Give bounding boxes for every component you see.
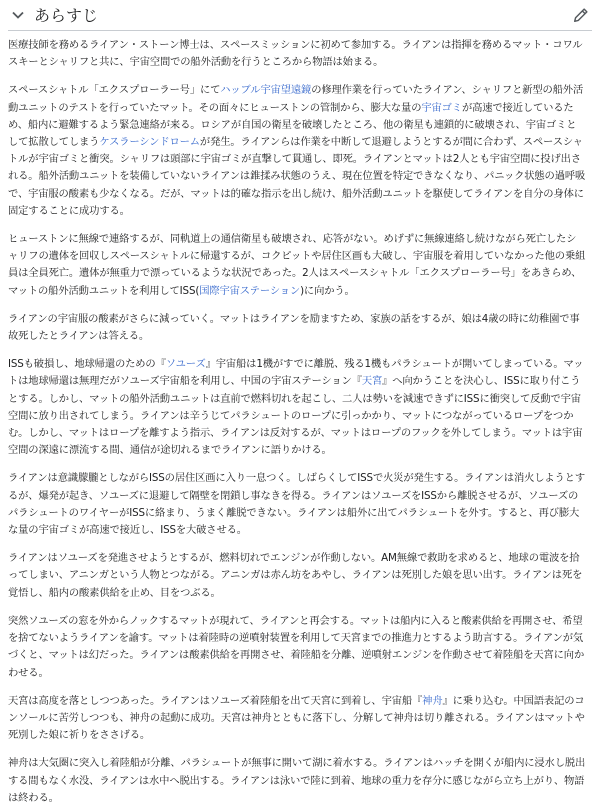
wiki-link[interactable]: 神舟 bbox=[422, 694, 443, 707]
synopsis-paragraph bbox=[8, 37, 586, 71]
paragraph-text: 』に乗り込む。中国語表記のコンソールに苦労しつつも、神舟の起動に成功。天宮は神舟とともに落下し、分解して神舟は切り離される。ライアンはマットや死別した娘に祈りをささげる。 bbox=[8, 694, 585, 742]
synopsis-paragraph bbox=[8, 231, 586, 300]
wiki-link[interactable]: 国際宇宙ステーション bbox=[199, 284, 301, 297]
wiki-link[interactable]: 天宮 bbox=[361, 375, 383, 388]
paragraph-text: の修理作業を行っていたライアン、シャリフと新型の船外活動ユニットのテストを行っていたマット。その面々にヒューストンの管制から、膨大な量の bbox=[8, 84, 584, 114]
paragraph-text: 天宮は高度を落としつつあった。ライアンはソユーズ着陸船を出て天宮に到着し、宇宙船『 bbox=[8, 694, 423, 707]
paragraph-text: ISSも破損し、地球帰還のための『 bbox=[8, 358, 166, 371]
synopsis-paragraph bbox=[8, 356, 586, 459]
paragraph-text: ヒューストンに無線で連絡するが、同軌道上の通信衛星も破壊され、応答がない。めげずに無線連絡し続けながら死亡したシャリフの遺体を回収しスペースシャトルに帰還するが、コクピットや居住区画も大破し、宇宙服を着用していなかった他の乗組員は全員死亡。遺体が無重力で漂っているような状況であった。2人はスペースシャトル「エクスプローラー号」をあきらめ、マットの船外活動ユニットを利用してISS( bbox=[8, 233, 586, 297]
synopsis-paragraph bbox=[8, 613, 586, 682]
wiki-link[interactable]: ハッブル宇宙望遠鏡 bbox=[220, 84, 312, 97]
section-header bbox=[8, 0, 592, 31]
synopsis-paragraph bbox=[8, 693, 586, 745]
paragraph-text: ライアンの宇宙服の酸素がさらに減っていく。マットはライアンを励ますため、家族の話をするが、娘は4歳の時に幼稚園で事故死したとライアンは答える。 bbox=[8, 312, 580, 343]
paragraph-text: スペースシャトル「エクスプローラー号」にて bbox=[8, 84, 221, 97]
synopsis-paragraph bbox=[8, 755, 586, 807]
paragraph-text: が高速で接近しているため、船内に避難するよう緊急連絡が来る。ロシアが自国の衛星を破壊したところ、他の衛星も連鎖的に破壊され、宇宙ゴミとして拡散してしまう bbox=[8, 101, 577, 149]
paragraph-text: 突然ソユーズの窓を外からノックするマットが現れて、ライアンと再会する。マットは船内に入ると酸素供給を再開させ、希望を捨てないようライアンを諭す。マットは着陸時の逆噴射装置を利用して天宮までの推進力とするよう助言する。ライアンが気づくと、マットは幻だった。ライアンは酸素供給を再開させ、着陸船を分離、逆噴射エンジンを作動させて着陸船を天宮に向かわせる。 bbox=[8, 614, 585, 679]
pencil-icon[interactable] bbox=[572, 6, 590, 24]
wiki-link[interactable]: 宇宙ゴミ bbox=[421, 101, 462, 114]
paragraph-text: ライアンは意識朦朧としながらISSの居住区画に入り一息つく。しばらくしてISSで火災が発生する。ライアンは消火しようとするが、爆発が起き、ソユーズに退避して隔壁を閉鎖し事なきを得る。ライアンはソユーズをISSから離脱させるが、ソユーズのパラシュートのワイヤーがISSに絡まり、うまく離脱できない。ライアンは船外に出てパラシュートを外す。すると、再び膨大な量の宇宙ゴミが高速で接近し、ISSを大破させる。 bbox=[8, 472, 585, 537]
wiki-link[interactable]: ケスラーシンドローム bbox=[99, 136, 200, 149]
paragraph-text: 神舟は大気圏に突入し着陸船が分離、パラシュートが無事に開いて湖に着水する。ライアンはハッチを開くが船内に浸水し脱出する間もなく水没、ライアンは水中へ脱出する。ライアンは泳いで陸に到着、地球の重力を存分に感じながら立ち上がり、物語は終わる。 bbox=[8, 757, 586, 804]
synopsis-paragraph bbox=[8, 311, 586, 345]
synopsis-paragraph bbox=[8, 470, 586, 539]
wiki-link[interactable]: ソユーズ bbox=[165, 358, 206, 371]
section-title: あらすじ bbox=[34, 6, 99, 25]
paragraph-text: ライアンはソユーズを発進させようとするが、燃料切れでエンジンが作動しない。AM無線で救助を求めると、地球の電波を拾ってしまい、アニンガという人物とつながる。アニンガは赤ん坊をあやし、ライアンは死別した娘を思い出す。ライアンは死を覚悟し、船内の酸素供給を止め、目をつぶる。 bbox=[8, 552, 583, 599]
synopsis-paragraph bbox=[8, 550, 586, 602]
synopsis-paragraph bbox=[8, 82, 586, 220]
paragraph-text: 』宇宙船は1機がすでに離脱、残る1機もパラシュートが開いてしまっている。マットは地球帰還は無理だがソユーズ宇宙船を利用し、中国の宇宙ステーション『 bbox=[8, 358, 584, 388]
chevron-down-icon[interactable] bbox=[10, 7, 26, 23]
paragraph-text: が発生。ライアンらは作業を中断して退避しようとするが間に合わず、スペースシャトルが宇宙ゴミと衝突。シャリフは頭部に宇宙ゴミが直撃して貫通し、即死。ライアンとマットは2人とも宇宙空間に投げ出される。船外活動ユニットを装備していないライアンは錐揉み状態のうえ、現在位置を特定できなくなり、パニック状態の過呼吸で、宇宙服の酸素も少なくなる。だが、マットは的確な指示を出し続け、船外活動ユニットを駆使してライアンを自分の身体に固定することに成功する。 bbox=[8, 136, 586, 217]
paragraph-text: 医療技師を務めるライアン・ストーン博士は、スペースミッションに初めて参加する。ライアンは指揮を務めるマット・コワルスキーとシャリフと共に、宇宙空間での船外活動を行うところから物語は始まる。 bbox=[8, 39, 583, 69]
paragraph-text: )に向かう。 bbox=[300, 284, 355, 297]
synopsis-body bbox=[0, 31, 600, 807]
paragraph-text: 』へ向かうことを決心し、ISSに取り付こうとする。しかし、マットの船外活動ユニットは直前で燃料切れを起こし、二人は勢いを減速できずにISSに衝突して反動で宇宙空間に放り出されてしまう。ライアンは辛うじてパラシュートのロープに引っかかり、マットにつながっているロープをつかむ。しかし、マットはロープを離すよう指示、ライアンは反対するが、マットはロープのフックを外してしまう。マットは宇宙空間の深遠に漂流する間、通信が途切れるまでライアンに語りかける。 bbox=[8, 375, 583, 457]
